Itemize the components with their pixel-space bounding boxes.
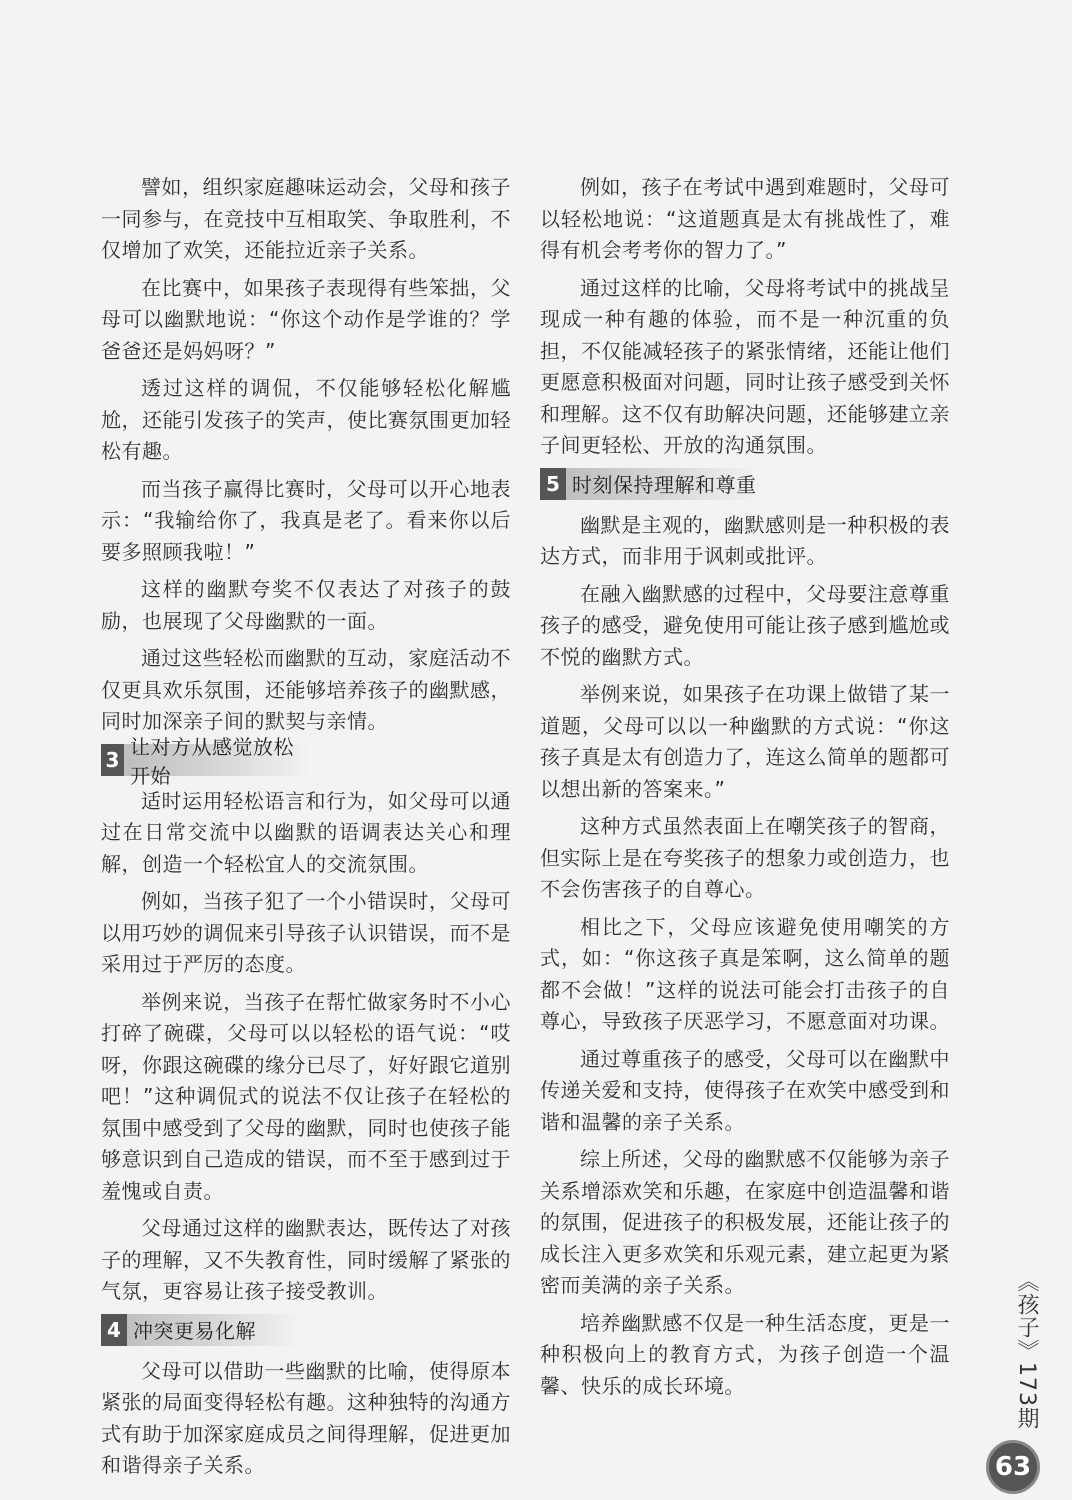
section-title: 冲突更易化解 bbox=[133, 1319, 256, 1343]
left-column bbox=[101, 172, 511, 1488]
paragraph: 父母可以借助一些幽默的比喻，使得原本紧张的局面变得轻松有趣。这种独特的沟通方式有助于加深家庭成员之间得理解，促进更加和谐得亲子关系。 bbox=[101, 1358, 511, 1477]
paragraph: 相比之下，父母应该避免使用嘲笑的方式，如：“你这孩子真是笨啊，这么简单的题都不会做！”这样的说法可能会打击孩子的自尊心，导致孩子厌恶学习，不愿意面对功课。 bbox=[540, 914, 950, 1033]
section-heading-5 bbox=[540, 468, 760, 500]
paragraph: 综上所述，父母的幽默感不仅能够为亲子关系增添欢笑和乐趣，在家庭中创造温馨和谐的氛围，促进孩子的积极发展，还能让孩子的成长注入更多欢笑和乐观元素，建立起更为紧密而美满的亲子关系。 bbox=[540, 1147, 950, 1297]
paragraph: 通过这样的比喻，父母将考试中的挑战呈现成一种有趣的体验，而不是一种沉重的负担，不仅能减轻孩子的紧张情绪，还能让他们更愿意积极面对问题，同时让孩子感受到关怀和理解。这不仅有助解决问题，还能够建立亲子间更轻松、开放的沟通氛围。 bbox=[540, 275, 950, 457]
paragraph: 父母通过这样的幽默表达，既传达了对孩子的理解，又不失教育性，同时缓解了紧张的气氛，更容易让孩子接受教训。 bbox=[101, 1216, 511, 1303]
section-title: 时刻保持理解和尊重 bbox=[572, 473, 757, 497]
paragraph: 举例来说，当孩子在帮忙做家务时不小心打碎了碗碟，父母可以以轻松的语气说：“哎呀，你跟这碗碟的缘分已尽了，好好跟它道别吧！”这种调侃式的说法不仅让孩子在轻松的氛围中感受到了父母的幽默，同时也使孩子能够意识到自己造成的错误，而不至于感到过于羞愧或自责。 bbox=[101, 989, 511, 1203]
paragraph: 幽默是主观的，幽默感则是一种积极的表达方式，而非用于讽刺或批评。 bbox=[540, 512, 950, 568]
section-title: 让对方从感觉放松开始 bbox=[129, 734, 294, 788]
paragraph: 而当孩子赢得比赛时，父母可以开心地表示：“我输给你了，我真是老了。看来你以后要多照顾我啦！” bbox=[101, 476, 511, 564]
paragraph: 这种方式虽然表面上在嘲笑孩子的智商，但实际上是在夸奖孩子的想象力或创造力，也不会伤害孩子的自尊心。 bbox=[540, 814, 950, 901]
paragraph: 例如，当孩子犯了一个小错误时，父母可以用巧妙的调侃来引导孩子认识错误，而不是采用过于严厉的态度。 bbox=[101, 889, 511, 976]
section-number: 4 bbox=[101, 1314, 127, 1346]
paragraph: 通过这些轻松而幽默的互动，家庭活动不仅更具欢乐氛围，还能够培养孩子的幽默感，同时加深亲子间的默契与亲情。 bbox=[101, 646, 511, 733]
paragraph: 培养幽默感不仅是一种生活态度，更是一种积极向上的教育方式，为孩子创造一个温馨、快乐的成长环境。 bbox=[540, 1310, 950, 1398]
paragraph: 举例来说，如果孩子在功课上做错了某一道题，父母可以以一种幽默的方式说：“你这孩子真是太有创造力了，连这么简单的题都可以想出新的答案来。” bbox=[540, 682, 950, 801]
section-number: 3 bbox=[101, 744, 124, 776]
paragraph: 譬如，组织家庭趣味运动会，父母和孩子一同参与，在竞技中互相取笑、争取胜利，不仅增加了欢笑，还能拉近亲子关系。 bbox=[101, 175, 511, 262]
paragraph: 透过这样的调侃，不仅能够轻松化解尴尬，还能引发孩子的笑声，使比赛氛围更加轻松有趣。 bbox=[101, 376, 511, 463]
paragraph: 这样的幽默夸奖不仅表达了对孩子的鼓励，也展现了父母幽默的一面。 bbox=[101, 577, 511, 633]
paragraph: 适时运用轻松语言和行为，如父母可以通过在日常交流中以幽默的语调表达关心和理解，创造一个轻松宜人的交流氛围。 bbox=[101, 788, 511, 876]
section-number: 5 bbox=[540, 468, 566, 500]
section-heading-3 bbox=[101, 734, 311, 788]
section-heading-4 bbox=[101, 1314, 301, 1346]
right-column bbox=[540, 172, 950, 1408]
paragraph: 在比赛中，如果孩子表现得有些笨拙，父母可以幽默地说：“你这个动作是学谁的？学爸爸还是妈妈呀？” bbox=[101, 275, 511, 363]
page-number-badge: 63 bbox=[986, 1440, 1040, 1494]
magazine-issue-label: 《孩子》173期 bbox=[1014, 1270, 1039, 1430]
paragraph: 通过尊重孩子的感受，父母可以在幽默中传递关爱和支持，使得孩子在欢笑中感受到和谐和温馨的亲子关系。 bbox=[540, 1046, 950, 1134]
paragraph: 在融入幽默感的过程中，父母要注意尊重孩子的感受，避免使用可能让孩子感到尴尬或不悦的幽默方式。 bbox=[540, 581, 950, 669]
paragraph: 例如，孩子在考试中遇到难题时，父母可以轻松地说：“这道题真是太有挑战性了，难得有机会考考你的智力了。” bbox=[540, 175, 950, 262]
